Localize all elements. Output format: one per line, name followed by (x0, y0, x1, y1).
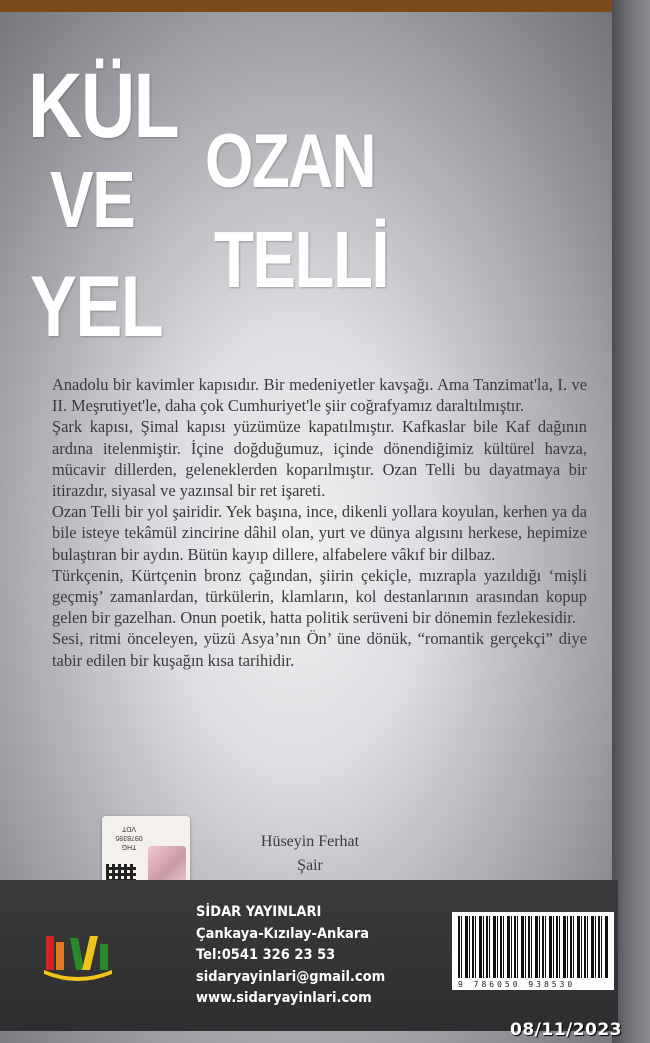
barcode-digits: 9 786050 938530 (458, 980, 576, 989)
publisher-info (196, 902, 385, 1010)
author-name-line-1: OZAN (205, 119, 375, 204)
back-cover-blurb (52, 374, 587, 671)
title-line-1: KÜL (28, 55, 179, 157)
signature (200, 830, 420, 878)
title-line-3: YEL (30, 259, 163, 355)
publisher-address: Çankaya-Kızılay-Ankara (196, 925, 370, 942)
publisher-name: SİDAR YAYINLARI (196, 904, 322, 920)
blurb-paragraph: Şark kapısı, Şimal kapısı yüzümüze kapatılmıştır. Kafkaslar bile Kaf dağının ardına itelenmiştir. İçine doğduğumuz, içinde dönendiğimiz kültürel havza, mücavir dillerden, geleneklerden koparılmıştır. Ozan Telli bu dayatmaya bir itirazdır, siyasal ve yazınsal bir ret işareti. (52, 417, 587, 501)
publisher-email: sidaryayinlari@gmail.com (196, 968, 386, 985)
blurb-paragraph: Sesi, ritmi önceleyen, yüzü Asya’nın Ön’ üne dönük, “romantik gerçekçi” diye tabir edilen bir kuşağın kısa tarihidir. (52, 629, 587, 670)
publisher-logo-icon (40, 930, 116, 992)
sticker-code: THG 0978395 VDT (115, 825, 143, 850)
publisher-phone: Tel:0541 326 23 53 (196, 947, 336, 963)
barcode-bars-icon (458, 916, 608, 978)
blurb-paragraph: Anadolu bir kavimler kapısıdır. Bir medeniyetler kavşağı. Ama Tanzimat'la, I. ve II. Meşrutiyet'le, daha çok Cumhuriyet'le şiir coğrafyamız daraltılmıştır. (52, 375, 587, 416)
author-name-line-2: TELLİ (214, 215, 388, 304)
signature-name: Hüseyin Ferhat (260, 833, 360, 850)
blurb-paragraph: Türkçenin, Kürtçenin bronz çağından, şiirin çekiçle, mızrapla yazıldığı ‘mişli geçmiş’ zamanlardan, türkülerin, klamların, kol destanlarının arasından kopup gelen bir gazelhan. Onun poetik, hatta politik serüveni bir dönemin fezlekesidir. (52, 565, 587, 628)
title-line-2: VE (50, 155, 135, 244)
publisher-website: www.sidaryayinlari.com (196, 990, 372, 1006)
photo-date-stamp: 08/11/2023 (510, 1020, 623, 1040)
signature-role: Şair (297, 857, 323, 874)
isbn-barcode (452, 912, 614, 990)
blurb-paragraph: Ozan Telli bir yol şairidir. Yek başına, ince, dikenli yollara koyulan, kerhen ya da bile isteye tekâmül zincirine dâhil olan, yurt ve dünya algısını herkese, hepimize bulaştıran bir aydın. Bütün kayıp dillere, alfabelere vâkıf bir dilbaz. (52, 502, 587, 564)
